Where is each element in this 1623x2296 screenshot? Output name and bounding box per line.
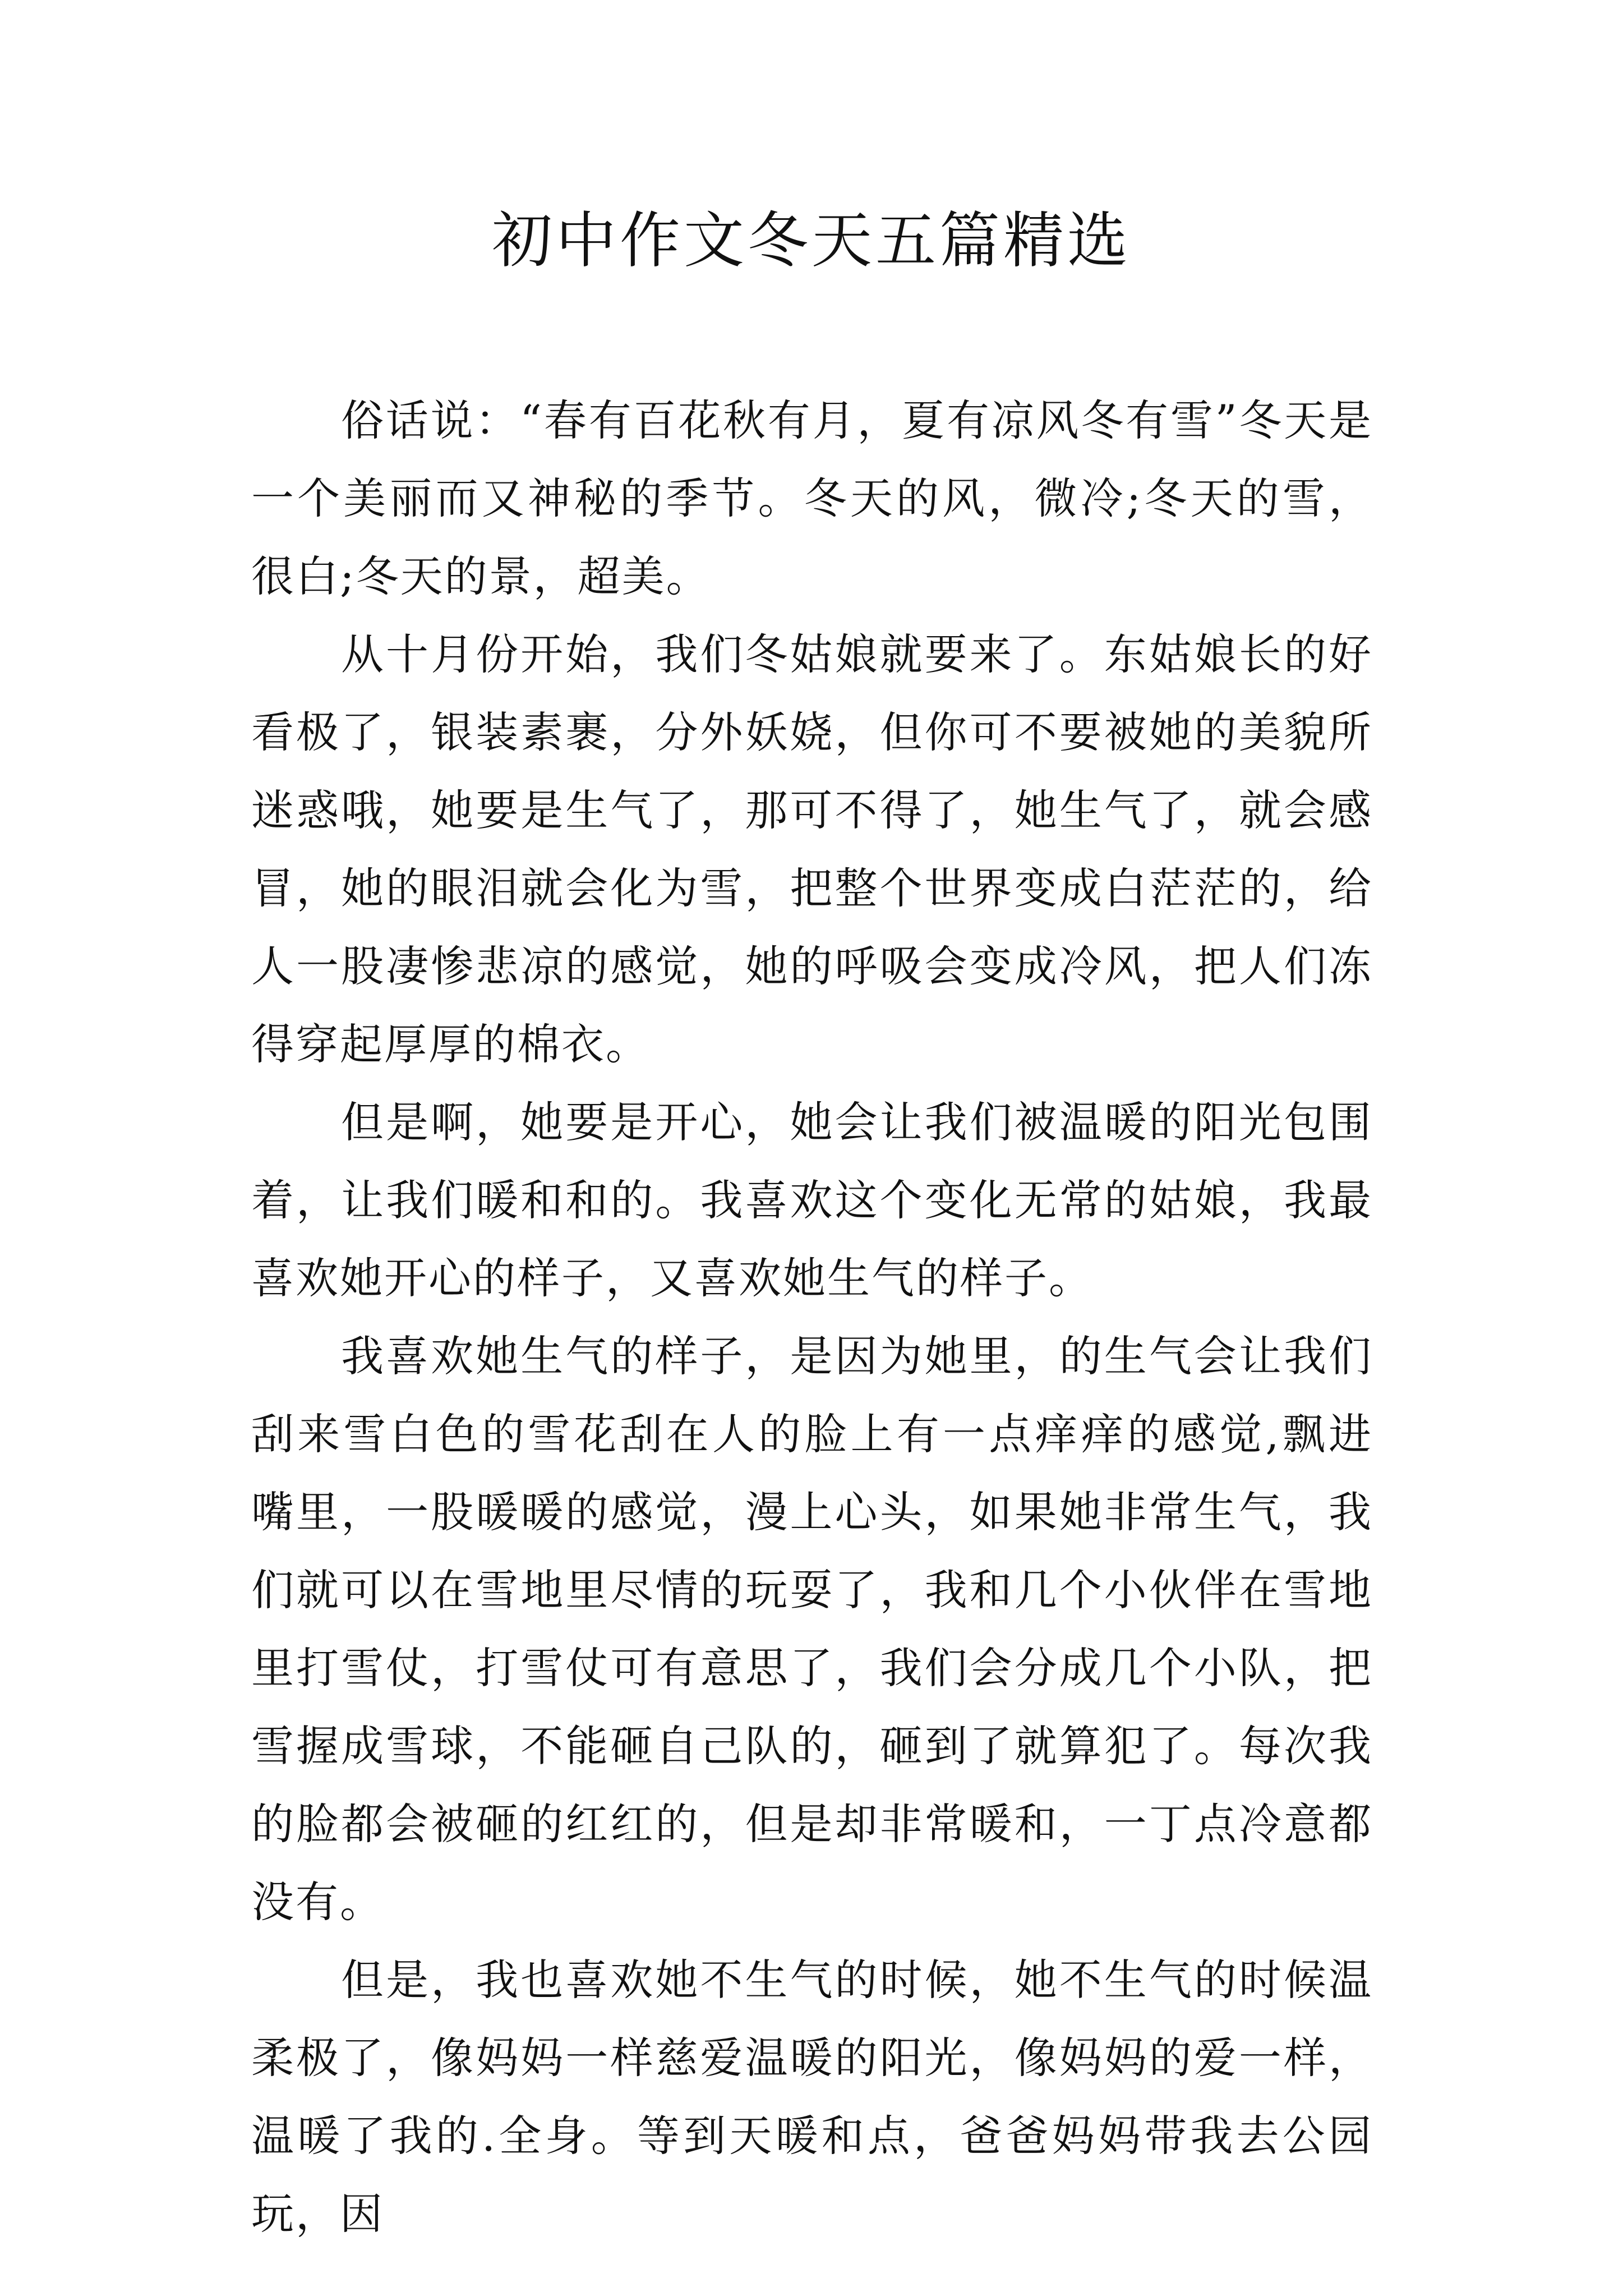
- paragraph-1: 俗话说：“春有百花秋有月，夏有凉风冬有雪”冬天是一个美丽而又神秘的季节。冬天的风，微冷;冬天的雪，很白;冬天的景，超美。: [251, 395, 1373, 601]
- paragraph-4: 我喜欢她生气的样子，是因为她里，的生气会让我们刮来雪白色的雪花刮在人的脸上有一点痒痒的感觉,飘进嘴里，一股暖暖的感觉，漫上心头，如果她非常生气，我们就可以在雪地里尽情的玩耍了，我和几个小伙伴在雪地里打雪仗，打雪仗可有意思了，我们会分成几个小队，把雪握成雪球，不能砸自己队的，砸到了就算犯了。每次我的脸都会被砸的红红的，但是却非常暖和，一丁点冷意都没有。: [251, 1331, 1373, 1927]
- document-title: 初中作文冬天五篇精选: [491, 206, 1131, 276]
- paragraph-3: 但是啊，她要是开心，她会让我们被温暖的阳光包围着，让我们暖和和的。我喜欢这个变化无常的姑娘，我最喜欢她开心的样子，又喜欢她生气的样子。: [251, 1097, 1373, 1303]
- paragraph-5: 但是，我也喜欢她不生气的时候，她不生气的时候温柔极了，像妈妈一样慈爱温暖的阳光，像妈妈的爱一样，温暖了我的.全身。等到天暖和点，爸爸妈妈带我去公园玩，因: [251, 1955, 1373, 2239]
- paragraph-2: 从十月份开始，我们冬姑娘就要来了。东姑娘长的好看极了，银装素裹，分外妖娆，但你可不要被她的美貌所迷惑哦，她要是生气了，那可不得了，她生气了，就会感冒，她的眼泪就会化为雪，把整个世界变成白茫茫的，给人一股凄惨悲凉的感觉，她的呼吸会变成冷风，把人们冻得穿起厚厚的棉衣。: [251, 629, 1373, 1069]
- document-body: [251, 381, 1373, 2253]
